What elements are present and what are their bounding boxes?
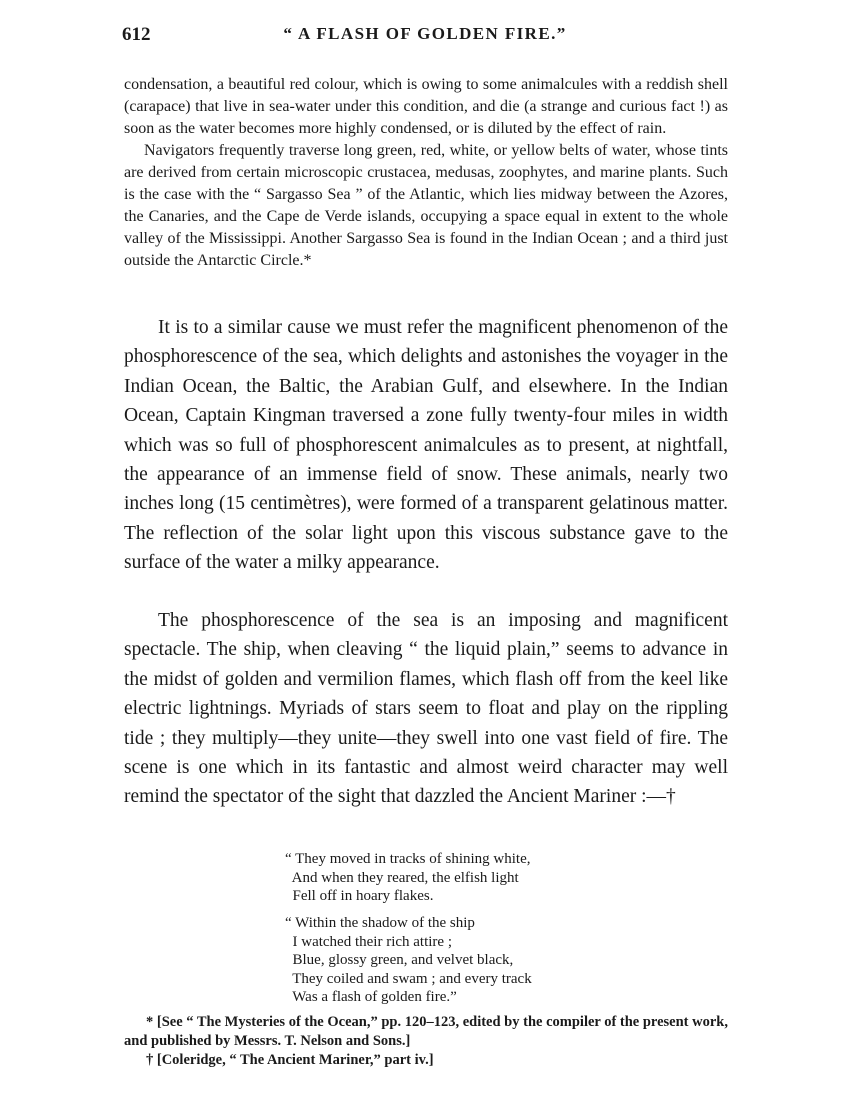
footnote-asterisk: * [See “ The Mysteries of the Ocean,” pp. 120–123, edited by the compiler of the present work, and published by Messrs. T. Nelson and Sons.] bbox=[124, 1014, 728, 1049]
main-paragraph-block bbox=[124, 313, 728, 578]
poem-stanza-2 bbox=[285, 914, 615, 1007]
footnote-dagger: † [Coleridge, “ The Ancient Mariner,” part iv.] bbox=[146, 1052, 434, 1068]
phosphorescence-cause-paragraph: It is to a similar cause we must refer the magnificent phenomenon of the phosphorescence of the sea, which delights and astonishes the voyager in the Indian Ocean, the Baltic, the Arabian Gulf, and elsewhere. In the Indian Ocean, Captain Kingman traversed a zone fully twenty-four miles in width which was so full of phosphorescent animalcules as to present, at nightfall, the appearance of an immense field of snow. These animals, nearly two inches long (15 centimètres), were formed of a transparent gelatinous matter. The reflection of the solar light upon this viscous substance gave to the surface of the water a milky appearance. bbox=[124, 317, 728, 574]
navigators-paragraph: Navigators frequently traverse long green, red, white, or yellow belts of water, whose tints are derived from certain microscopic crustacea, medusas, zoophytes, and marine plants. Such is the case with the “ Sargasso Sea ” of the Atlantic, which lies midway between the Azores, the Canaries, and the Cape de Verde islands, occupying a space equal in extent to the whole valley of the Mississippi. Another Sargasso Sea is found in the Indian Ocean ; and a third just outside the Antarctic Circle.* bbox=[124, 142, 728, 269]
page-number: 612 bbox=[122, 24, 151, 45]
running-title: “ A FLASH OF GOLDEN FIRE.” bbox=[283, 24, 567, 43]
page-header bbox=[122, 24, 728, 50]
poem-stanza-1 bbox=[285, 850, 615, 906]
poem-stanza-text: “ They moved in tracks of shining white, And when they reared, the elfish light Fell off in hoary flakes. bbox=[285, 851, 531, 904]
continued-paragraph: condensation, a beautiful red colour, which is owing to some animalcules with a reddish shell (carapace) that live in sea-water under this condition, and die (a strange and curious fact !) as soon as the water becomes more highly condensed, or is diluted by the effect of rain. bbox=[124, 76, 728, 137]
phosphorescence-spectacle-paragraph: The phosphorescence of the sea is an imposing and magnificent spectacle. The ship, when cleaving “ the liquid plain,” seems to advance in the midst of golden and vermilion flames, which flash off from the keel like electric lightnings. Myriads of stars seem to float and play on the rippling tide ; they multiply—they unite—they swell into one vast field of fire. The scene is one which in its fantastic and almost weird character may well remind the spectator of the sight that dazzled the Ancient Mariner :—† bbox=[124, 610, 728, 808]
footnotes bbox=[124, 1013, 728, 1070]
small-print-section bbox=[124, 74, 728, 272]
main-paragraph-block bbox=[124, 606, 728, 812]
poem-stanza-text: “ Within the shadow of the ship I watched their rich attire ; Blue, glossy green, and velvet black, They coiled and swam ; and every track Was a flash of golden fire.” bbox=[285, 915, 532, 1005]
